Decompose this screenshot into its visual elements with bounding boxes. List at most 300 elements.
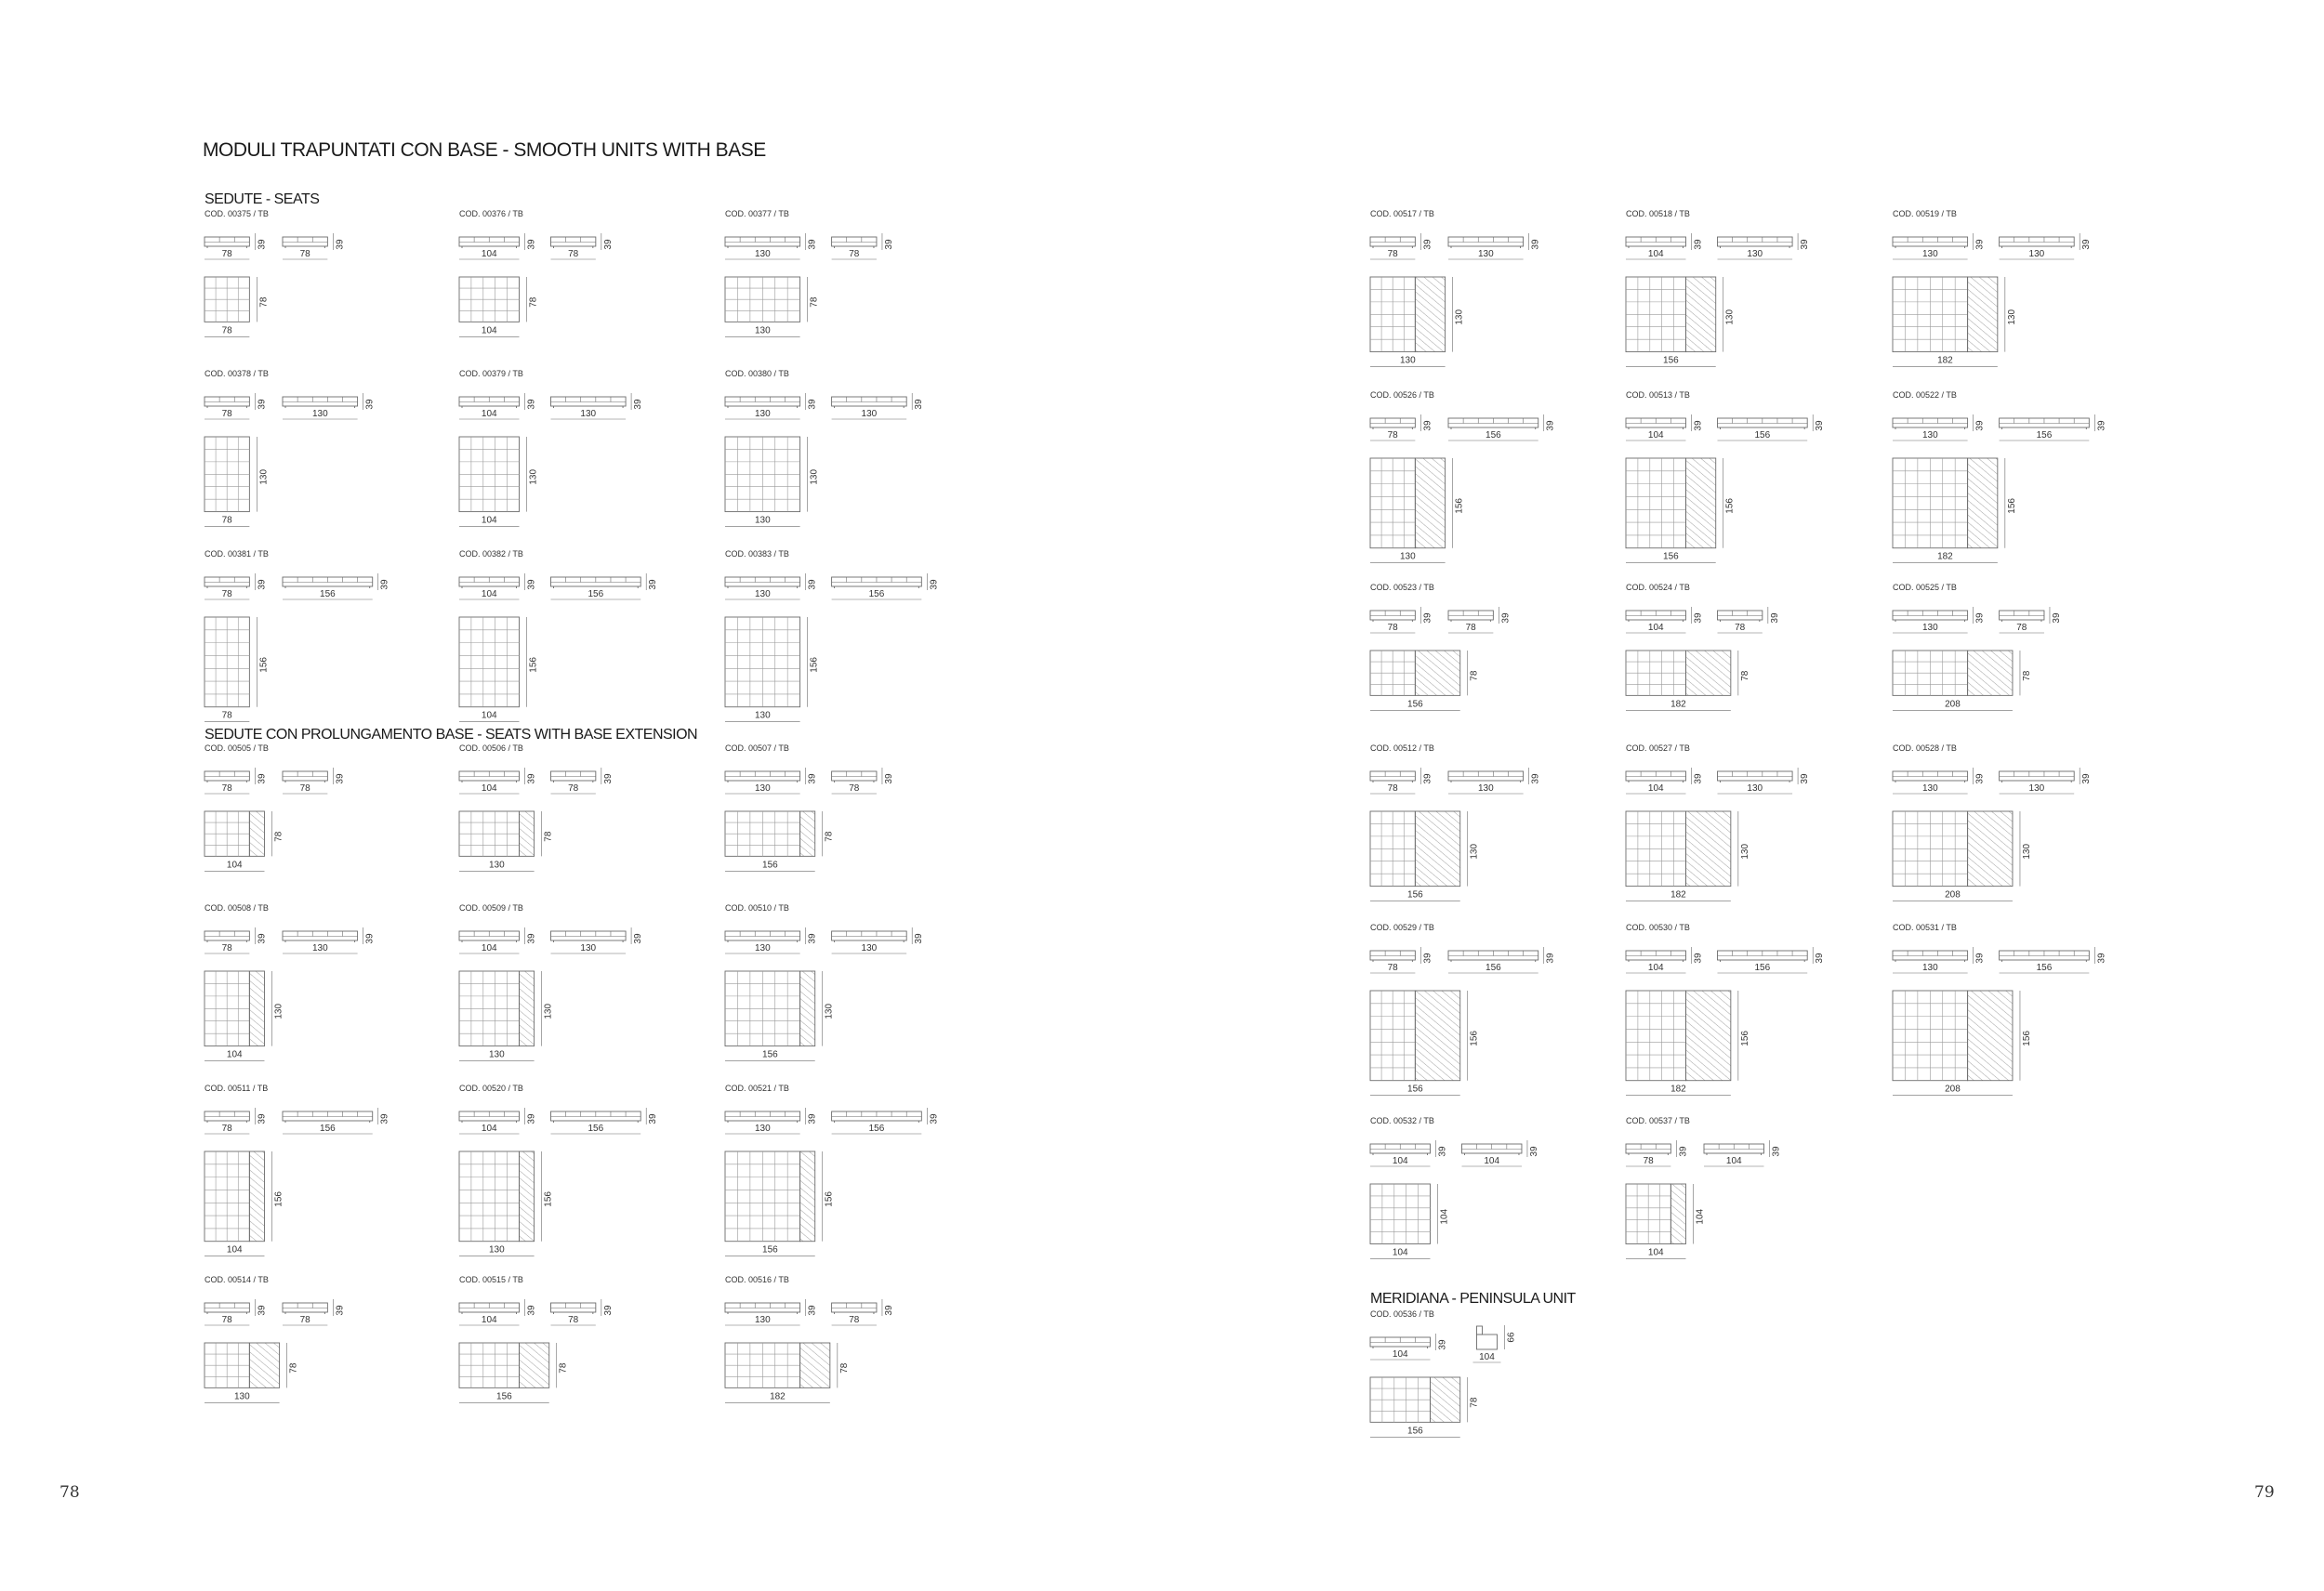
unit-00380-front-depth-label: 39 [807, 399, 818, 410]
unit-00536-side-profile [1476, 1335, 1497, 1349]
unit-00382-side-depth-label: 39 [648, 579, 659, 590]
unit-00521-front-width-label: 130 [754, 1124, 771, 1134]
unit-00383 [725, 549, 939, 722]
unit-00379-side-elevation [550, 397, 626, 406]
unit-00509-side-depth-label: 39 [633, 933, 644, 944]
unit-00528-side-elevation [2000, 771, 2075, 781]
unit-00513-code: COD. 00513 / TB [1626, 390, 1690, 400]
unit-00515-side-width-label: 78 [568, 1315, 579, 1325]
unit-00506-side-elevation [550, 771, 595, 781]
unit-00513-front-depth-label: 39 [1693, 420, 1704, 431]
unit-00527 [1626, 743, 1810, 901]
unit-00519-base-extension [1968, 277, 1998, 352]
unit-00532-side-depth-label: 39 [1528, 1146, 1539, 1157]
unit-00509-side-width-label: 130 [580, 943, 597, 953]
unit-00377-front-depth-label: 39 [807, 239, 818, 250]
unit-00537-side-depth-label: 39 [1771, 1146, 1782, 1157]
unit-00376-top-width-label: 104 [481, 325, 497, 336]
unit-00526-front-depth-label: 39 [1422, 420, 1433, 431]
unit-00536-side-width-label: 104 [1479, 1352, 1495, 1362]
unit-00516-base-extension [800, 1343, 830, 1387]
unit-00536-top-depth-label: 78 [1469, 1397, 1480, 1408]
unit-00521-front-depth-label: 39 [807, 1113, 818, 1124]
unit-00510-side-elevation [832, 931, 907, 940]
unit-00530-front-depth-label: 39 [1693, 953, 1704, 964]
unit-00523-front-elevation [1370, 611, 1415, 620]
unit-00512-code: COD. 00512 / TB [1370, 743, 1434, 753]
unit-00531-front-depth-label: 39 [1974, 953, 1986, 964]
unit-00529-side-width-label: 156 [1486, 963, 1501, 973]
unit-00379-top-depth-label: 130 [528, 468, 539, 485]
unit-00532-front-width-label: 104 [1392, 1156, 1408, 1166]
unit-00507-top-depth-label: 78 [824, 831, 835, 842]
unit-00528-side-width-label: 130 [2028, 783, 2045, 794]
unit-00375-side-elevation [283, 237, 327, 246]
unit-00528-base-extension [1968, 811, 2013, 887]
unit-00531-top-depth-label: 156 [2021, 1031, 2032, 1046]
unit-00526 [1370, 390, 1556, 563]
unit-00523-top-width-label: 156 [1407, 699, 1423, 710]
unit-00518-side-width-label: 130 [1747, 249, 1763, 259]
unit-00524-top-width-label: 182 [1670, 699, 1686, 710]
unit-00531-front-elevation [1893, 951, 1968, 960]
unit-00375-top-depth-label: 78 [258, 296, 270, 308]
unit-00515-front-width-label: 104 [481, 1315, 497, 1325]
unit-00506-top-depth-label: 78 [543, 831, 554, 842]
unit-00509-front-width-label: 104 [481, 943, 497, 953]
unit-00508-top-width-label: 104 [226, 1049, 243, 1060]
unit-00525-side-depth-label: 39 [2051, 612, 2062, 624]
unit-00522 [1893, 390, 2106, 563]
unit-00526-side-depth-label: 39 [1545, 420, 1556, 431]
unit-00514-front-width-label: 78 [221, 1315, 232, 1325]
unit-00512-front-elevation [1370, 771, 1415, 781]
unit-00514-front-depth-label: 39 [257, 1305, 268, 1316]
unit-00513-side-width-label: 156 [1754, 430, 1771, 440]
unit-00522-front-elevation [1893, 418, 1968, 427]
unit-00526-top-width-label: 130 [1399, 551, 1416, 562]
unit-00520 [459, 1084, 658, 1256]
unit-00521-side-depth-label: 39 [929, 1113, 940, 1124]
unit-00518-code: COD. 00518 / TB [1626, 209, 1690, 218]
unit-00537-top-depth-label: 104 [1695, 1208, 1706, 1225]
unit-00524-front-width-label: 104 [1647, 623, 1664, 633]
unit-00522-base-extension [1968, 458, 1998, 548]
unit-00378-front-elevation [205, 397, 249, 406]
unit-00520-code: COD. 00520 / TB [459, 1084, 523, 1093]
unit-00512-top-width-label: 156 [1407, 889, 1423, 901]
unit-00511 [205, 1084, 390, 1256]
unit-00513-base-extension [1685, 458, 1715, 548]
unit-00513-side-depth-label: 39 [1815, 420, 1826, 431]
unit-00537-front-elevation [1626, 1144, 1670, 1153]
unit-00514-side-depth-label: 39 [335, 1305, 346, 1316]
unit-00380-side-elevation [832, 397, 907, 406]
unit-00525-front-elevation [1893, 611, 1968, 620]
unit-00511-code: COD. 00511 / TB [205, 1084, 269, 1093]
unit-00380-front-width-label: 130 [754, 409, 771, 419]
unit-00506-side-depth-label: 39 [602, 773, 614, 784]
unit-00525-top-width-label: 208 [1945, 699, 1961, 710]
unit-00508-code: COD. 00508 / TB [205, 903, 269, 913]
unit-00512-top-depth-label: 130 [1469, 843, 1480, 860]
unit-00523-side-width-label: 78 [1465, 623, 1476, 633]
unit-00379-front-depth-label: 39 [526, 399, 537, 410]
unit-00516-front-width-label: 130 [754, 1315, 771, 1325]
unit-00512-side-depth-label: 39 [1530, 773, 1541, 784]
unit-00377-top-width-label: 130 [754, 325, 771, 336]
unit-00518-top-width-label: 156 [1663, 355, 1679, 366]
unit-00510-base-extension [800, 971, 815, 1046]
unit-00505-top-width-label: 104 [226, 860, 243, 871]
unit-00526-side-width-label: 156 [1486, 430, 1501, 440]
unit-00522-side-width-label: 156 [2036, 430, 2053, 440]
unit-00377-side-width-label: 78 [849, 249, 860, 259]
unit-00383-top-depth-label: 156 [809, 657, 820, 673]
unit-00383-side-width-label: 156 [868, 589, 885, 599]
unit-00537-top-width-label: 104 [1647, 1247, 1664, 1258]
unit-00523-front-width-label: 78 [1387, 623, 1398, 633]
unit-00536-top-width-label: 156 [1407, 1426, 1423, 1437]
unit-00378-front-depth-label: 39 [257, 399, 268, 410]
unit-00382-side-width-label: 156 [588, 589, 604, 599]
unit-00508-front-elevation [205, 931, 249, 940]
unit-00525-front-depth-label: 39 [1974, 612, 1986, 624]
unit-00375-front-width-label: 78 [221, 249, 232, 259]
unit-00530-front-width-label: 104 [1647, 963, 1664, 973]
unit-00522-front-depth-label: 39 [1974, 420, 1986, 431]
unit-00516-code: COD. 00516 / TB [725, 1275, 789, 1284]
unit-00510-top-depth-label: 130 [824, 1003, 835, 1019]
unit-00375-top-width-label: 78 [221, 325, 232, 336]
unit-00536-front-width-label: 104 [1392, 1349, 1408, 1360]
unit-00506-base-extension [519, 811, 534, 856]
unit-00507-front-width-label: 130 [754, 783, 771, 794]
unit-00510-front-depth-label: 39 [807, 933, 818, 944]
unit-00521-side-width-label: 156 [868, 1124, 885, 1134]
unit-00377-side-depth-label: 39 [883, 239, 894, 250]
unit-00507-code: COD. 00507 / TB [725, 743, 789, 753]
unit-00537 [1626, 1116, 1781, 1258]
unit-00518-front-width-label: 104 [1647, 249, 1664, 259]
page-number-left: 78 [59, 1483, 80, 1502]
unit-00527-side-width-label: 130 [1747, 783, 1763, 794]
unit-00517-top-width-label: 130 [1399, 355, 1416, 366]
unit-00505 [205, 743, 345, 871]
unit-00521-code: COD. 00521 / TB [725, 1084, 789, 1093]
unit-00383-front-width-label: 130 [754, 589, 771, 599]
unit-00382-front-depth-label: 39 [526, 579, 537, 590]
unit-00505-code: COD. 00505 / TB [205, 743, 269, 753]
page-number-right: 79 [2254, 1483, 2275, 1502]
unit-00377 [725, 209, 894, 336]
unit-00381-front-depth-label: 39 [257, 579, 268, 590]
unit-00529-front-depth-label: 39 [1422, 953, 1433, 964]
unit-00536 [1370, 1309, 1516, 1437]
unit-00375-front-depth-label: 39 [257, 239, 268, 250]
unit-00520-side-depth-label: 39 [648, 1113, 659, 1124]
unit-00519-side-width-label: 130 [2028, 249, 2045, 259]
unit-00383-top-width-label: 130 [754, 710, 771, 721]
unit-00519-front-width-label: 130 [1921, 249, 1938, 259]
unit-00508-side-depth-label: 39 [364, 933, 376, 944]
unit-00536-code: COD. 00536 / TB [1370, 1309, 1434, 1319]
unit-00377-front-width-label: 130 [754, 249, 771, 259]
unit-00378-top-depth-label: 130 [258, 468, 270, 485]
unit-00537-front-width-label: 78 [1643, 1156, 1654, 1166]
unit-00381-side-depth-label: 39 [379, 579, 390, 590]
unit-00509-top-depth-label: 130 [543, 1003, 554, 1019]
unit-00515-base-extension [519, 1343, 548, 1387]
unit-00506 [459, 743, 614, 871]
unit-00512-base-extension [1415, 811, 1459, 887]
unit-00508-side-elevation [283, 931, 358, 940]
unit-00381 [205, 549, 390, 722]
unit-00516-front-elevation [725, 1303, 800, 1312]
unit-00528-front-depth-label: 39 [1974, 773, 1986, 784]
unit-00510 [725, 903, 924, 1061]
unit-00508-front-width-label: 78 [221, 943, 232, 953]
unit-00519-side-elevation [2000, 237, 2075, 246]
unit-00381-top-depth-label: 156 [258, 657, 270, 673]
unit-00525-top-depth-label: 78 [2021, 670, 2032, 681]
unit-00508-base-extension [249, 971, 264, 1046]
unit-00379-front-width-label: 104 [481, 409, 497, 419]
unit-00532-front-depth-label: 39 [1437, 1146, 1448, 1157]
unit-00511-front-width-label: 78 [221, 1124, 232, 1134]
unit-00512-side-elevation [1448, 771, 1524, 781]
unit-00517 [1370, 209, 1541, 367]
unit-00532 [1370, 1116, 1539, 1258]
unit-00381-side-width-label: 156 [320, 589, 336, 599]
unit-00505-base-extension [249, 811, 264, 856]
unit-00379-code: COD. 00379 / TB [459, 369, 523, 378]
unit-00527-side-depth-label: 39 [1800, 773, 1811, 784]
unit-00512 [1370, 743, 1541, 901]
unit-00378-side-depth-label: 39 [364, 399, 376, 410]
unit-00529-front-elevation [1370, 951, 1415, 960]
unit-00509 [459, 903, 643, 1061]
unit-00526-front-elevation [1370, 418, 1415, 427]
unit-00378-side-width-label: 130 [311, 409, 328, 419]
unit-00507-side-width-label: 78 [849, 783, 860, 794]
unit-00380 [725, 369, 924, 527]
unit-00380-side-depth-label: 39 [914, 399, 925, 410]
unit-00511-side-width-label: 156 [320, 1124, 336, 1134]
unit-00529-front-width-label: 78 [1387, 963, 1398, 973]
unit-00507-side-depth-label: 39 [883, 773, 894, 784]
unit-00378-front-width-label: 78 [221, 409, 232, 419]
unit-00517-front-depth-label: 39 [1422, 239, 1433, 250]
unit-00505-front-elevation [205, 771, 249, 781]
unit-00509-top-width-label: 130 [488, 1049, 505, 1060]
unit-00529-base-extension [1415, 991, 1459, 1081]
unit-00382 [459, 549, 658, 722]
unit-00536-base-extension [1430, 1377, 1459, 1422]
unit-00378 [205, 369, 376, 527]
unit-00530 [1626, 923, 1825, 1096]
unit-00508 [205, 903, 376, 1061]
unit-00379-top-width-label: 104 [481, 515, 497, 526]
unit-00520-top-depth-label: 156 [543, 1191, 554, 1207]
unit-00523-side-elevation [1448, 611, 1493, 620]
unit-00522-top-width-label: 182 [1937, 551, 1953, 562]
unit-00516-side-width-label: 78 [849, 1315, 860, 1325]
unit-00511-top-width-label: 104 [226, 1244, 243, 1256]
unit-00528-side-depth-label: 39 [2081, 773, 2093, 784]
unit-00382-front-width-label: 104 [481, 589, 497, 599]
unit-00519-front-depth-label: 39 [1974, 239, 1986, 250]
unit-00376-front-width-label: 104 [481, 249, 497, 259]
unit-00525-side-elevation [2000, 611, 2044, 620]
unit-00506-side-width-label: 78 [568, 783, 579, 794]
unit-00527-base-extension [1685, 811, 1730, 887]
unit-00505-side-depth-label: 39 [335, 773, 346, 784]
unit-00377-top-depth-label: 78 [809, 296, 820, 308]
unit-00517-side-elevation [1448, 237, 1524, 246]
unit-00518-front-depth-label: 39 [1693, 239, 1704, 250]
unit-00514-top-depth-label: 78 [288, 1362, 299, 1374]
unit-00522-front-width-label: 130 [1921, 430, 1938, 440]
unit-00506-code: COD. 00506 / TB [459, 743, 523, 753]
unit-00517-code: COD. 00517 / TB [1370, 209, 1434, 218]
unit-00510-front-width-label: 130 [754, 943, 771, 953]
unit-00521-top-depth-label: 156 [824, 1191, 835, 1207]
unit-00380-side-width-label: 130 [861, 409, 878, 419]
unit-00505-front-depth-label: 39 [257, 773, 268, 784]
unit-00376-code: COD. 00376 / TB [459, 209, 523, 218]
unit-00516-top-depth-label: 78 [838, 1362, 850, 1374]
unit-00381-top-width-label: 78 [221, 710, 232, 721]
unit-00527-front-depth-label: 39 [1693, 773, 1704, 784]
unit-00518-side-elevation [1717, 237, 1792, 246]
unit-00377-front-elevation [725, 237, 800, 246]
unit-00514-side-elevation [283, 1303, 327, 1312]
unit-00515-front-depth-label: 39 [526, 1305, 537, 1316]
unit-00376-side-elevation [550, 237, 595, 246]
unit-00377-code: COD. 00377 / TB [725, 209, 789, 218]
unit-00520-top-width-label: 130 [488, 1244, 505, 1256]
unit-00517-side-depth-label: 39 [1530, 239, 1541, 250]
unit-00522-side-depth-label: 39 [2096, 420, 2107, 431]
unit-00532-top-width-label: 104 [1392, 1247, 1408, 1258]
unit-00507-base-extension [800, 811, 815, 856]
unit-00383-front-depth-label: 39 [807, 579, 818, 590]
unit-00379-side-width-label: 130 [580, 409, 597, 419]
unit-00531-base-extension [1968, 991, 2013, 1081]
unit-00381-front-elevation [205, 577, 249, 586]
unit-00515-top-depth-label: 78 [558, 1362, 569, 1374]
unit-00519 [1893, 209, 2092, 367]
unit-00525-code: COD. 00525 / TB [1893, 583, 1957, 592]
unit-00518 [1626, 209, 1810, 367]
unit-00513-top-width-label: 156 [1663, 551, 1679, 562]
unit-00375-front-elevation [205, 237, 249, 246]
unit-00529-code: COD. 00529 / TB [1370, 923, 1434, 932]
unit-00516 [725, 1275, 894, 1402]
unit-00514-top-width-label: 130 [233, 1391, 250, 1402]
unit-00537-base-extension [1670, 1184, 1685, 1243]
unit-00519-top-width-label: 182 [1937, 355, 1953, 366]
unit-00524-side-depth-label: 39 [1769, 612, 1780, 624]
unit-00521 [725, 1084, 939, 1256]
unit-00520-side-width-label: 156 [588, 1124, 604, 1134]
unit-00522-code: COD. 00522 / TB [1893, 390, 1957, 400]
unit-00505-side-width-label: 78 [299, 783, 310, 794]
unit-00380-front-elevation [725, 397, 800, 406]
unit-00531-side-depth-label: 39 [2096, 953, 2107, 964]
unit-00523 [1370, 583, 1511, 710]
unit-00530-top-view [1626, 991, 1685, 1081]
unit-00528-top-depth-label: 130 [2021, 843, 2032, 860]
unit-00520-top-view [459, 1151, 519, 1242]
unit-00508-side-width-label: 130 [311, 943, 328, 953]
unit-00505-side-elevation [283, 771, 327, 781]
unit-00383-side-depth-label: 39 [929, 579, 940, 590]
unit-00529-top-depth-label: 156 [1469, 1031, 1480, 1046]
unit-00524-side-width-label: 78 [1735, 623, 1746, 633]
unit-00375-code: COD. 00375 / TB [205, 209, 269, 218]
unit-00531-top-width-label: 208 [1945, 1084, 1961, 1095]
unit-00528-front-elevation [1893, 771, 1968, 781]
unit-00507 [725, 743, 894, 871]
unit-00517-base-extension [1415, 277, 1445, 352]
unit-00511-top-depth-label: 156 [273, 1191, 284, 1207]
unit-00524-front-depth-label: 39 [1693, 612, 1704, 624]
unit-00531-front-width-label: 130 [1921, 963, 1938, 973]
unit-00526-top-depth-label: 156 [1454, 498, 1465, 514]
unit-00510-side-width-label: 130 [861, 943, 878, 953]
unit-00382-code: COD. 00382 / TB [459, 549, 523, 559]
unit-00517-front-width-label: 78 [1387, 249, 1398, 259]
unit-00509-code: COD. 00509 / TB [459, 903, 523, 913]
unit-00519-front-elevation [1893, 237, 1968, 246]
unit-00511-base-extension [249, 1151, 264, 1242]
unit-00510-front-elevation [725, 931, 800, 940]
unit-00520-front-depth-label: 39 [526, 1113, 537, 1124]
unit-00380-top-depth-label: 130 [809, 468, 820, 485]
unit-00515-code: COD. 00515 / TB [459, 1275, 523, 1284]
unit-00510-side-depth-label: 39 [914, 933, 925, 944]
unit-00529 [1370, 923, 1556, 1096]
unit-00507-top-width-label: 156 [762, 860, 778, 871]
unit-00531 [1893, 923, 2106, 1096]
unit-00520-front-width-label: 104 [481, 1124, 497, 1134]
unit-00512-side-width-label: 130 [1477, 783, 1494, 794]
unit-00513-top-view [1626, 458, 1685, 548]
unit-00521-top-width-label: 156 [762, 1244, 778, 1256]
unit-00529-top-width-label: 156 [1407, 1084, 1423, 1095]
section-title-extension: SEDUTE CON PROLUNGAMENTO BASE - SEATS WITH BASE EXTENSION [205, 727, 698, 743]
unit-00521-base-extension [800, 1151, 815, 1242]
unit-00383-code: COD. 00383 / TB [725, 549, 789, 559]
unit-00508-front-depth-label: 39 [257, 933, 268, 944]
page-title: MODULI TRAPUNTATI CON BASE - SMOOTH UNITS WITH BASE [203, 139, 766, 161]
unit-00527-side-elevation [1717, 771, 1792, 781]
unit-00375-side-width-label: 78 [299, 249, 310, 259]
unit-00381-front-width-label: 78 [221, 589, 232, 599]
unit-00510-code: COD. 00510 / TB [725, 903, 789, 913]
unit-00511-side-depth-label: 39 [379, 1113, 390, 1124]
unit-00515-side-depth-label: 39 [602, 1305, 614, 1316]
unit-00512-front-depth-label: 39 [1422, 773, 1433, 784]
unit-00514-side-width-label: 78 [299, 1315, 310, 1325]
unit-00530-code: COD. 00530 / TB [1626, 923, 1690, 932]
unit-00529-side-depth-label: 39 [1545, 953, 1556, 964]
unit-00536-front-depth-label: 39 [1437, 1339, 1448, 1350]
unit-00375-side-depth-label: 39 [335, 239, 346, 250]
unit-00516-front-depth-label: 39 [807, 1305, 818, 1316]
